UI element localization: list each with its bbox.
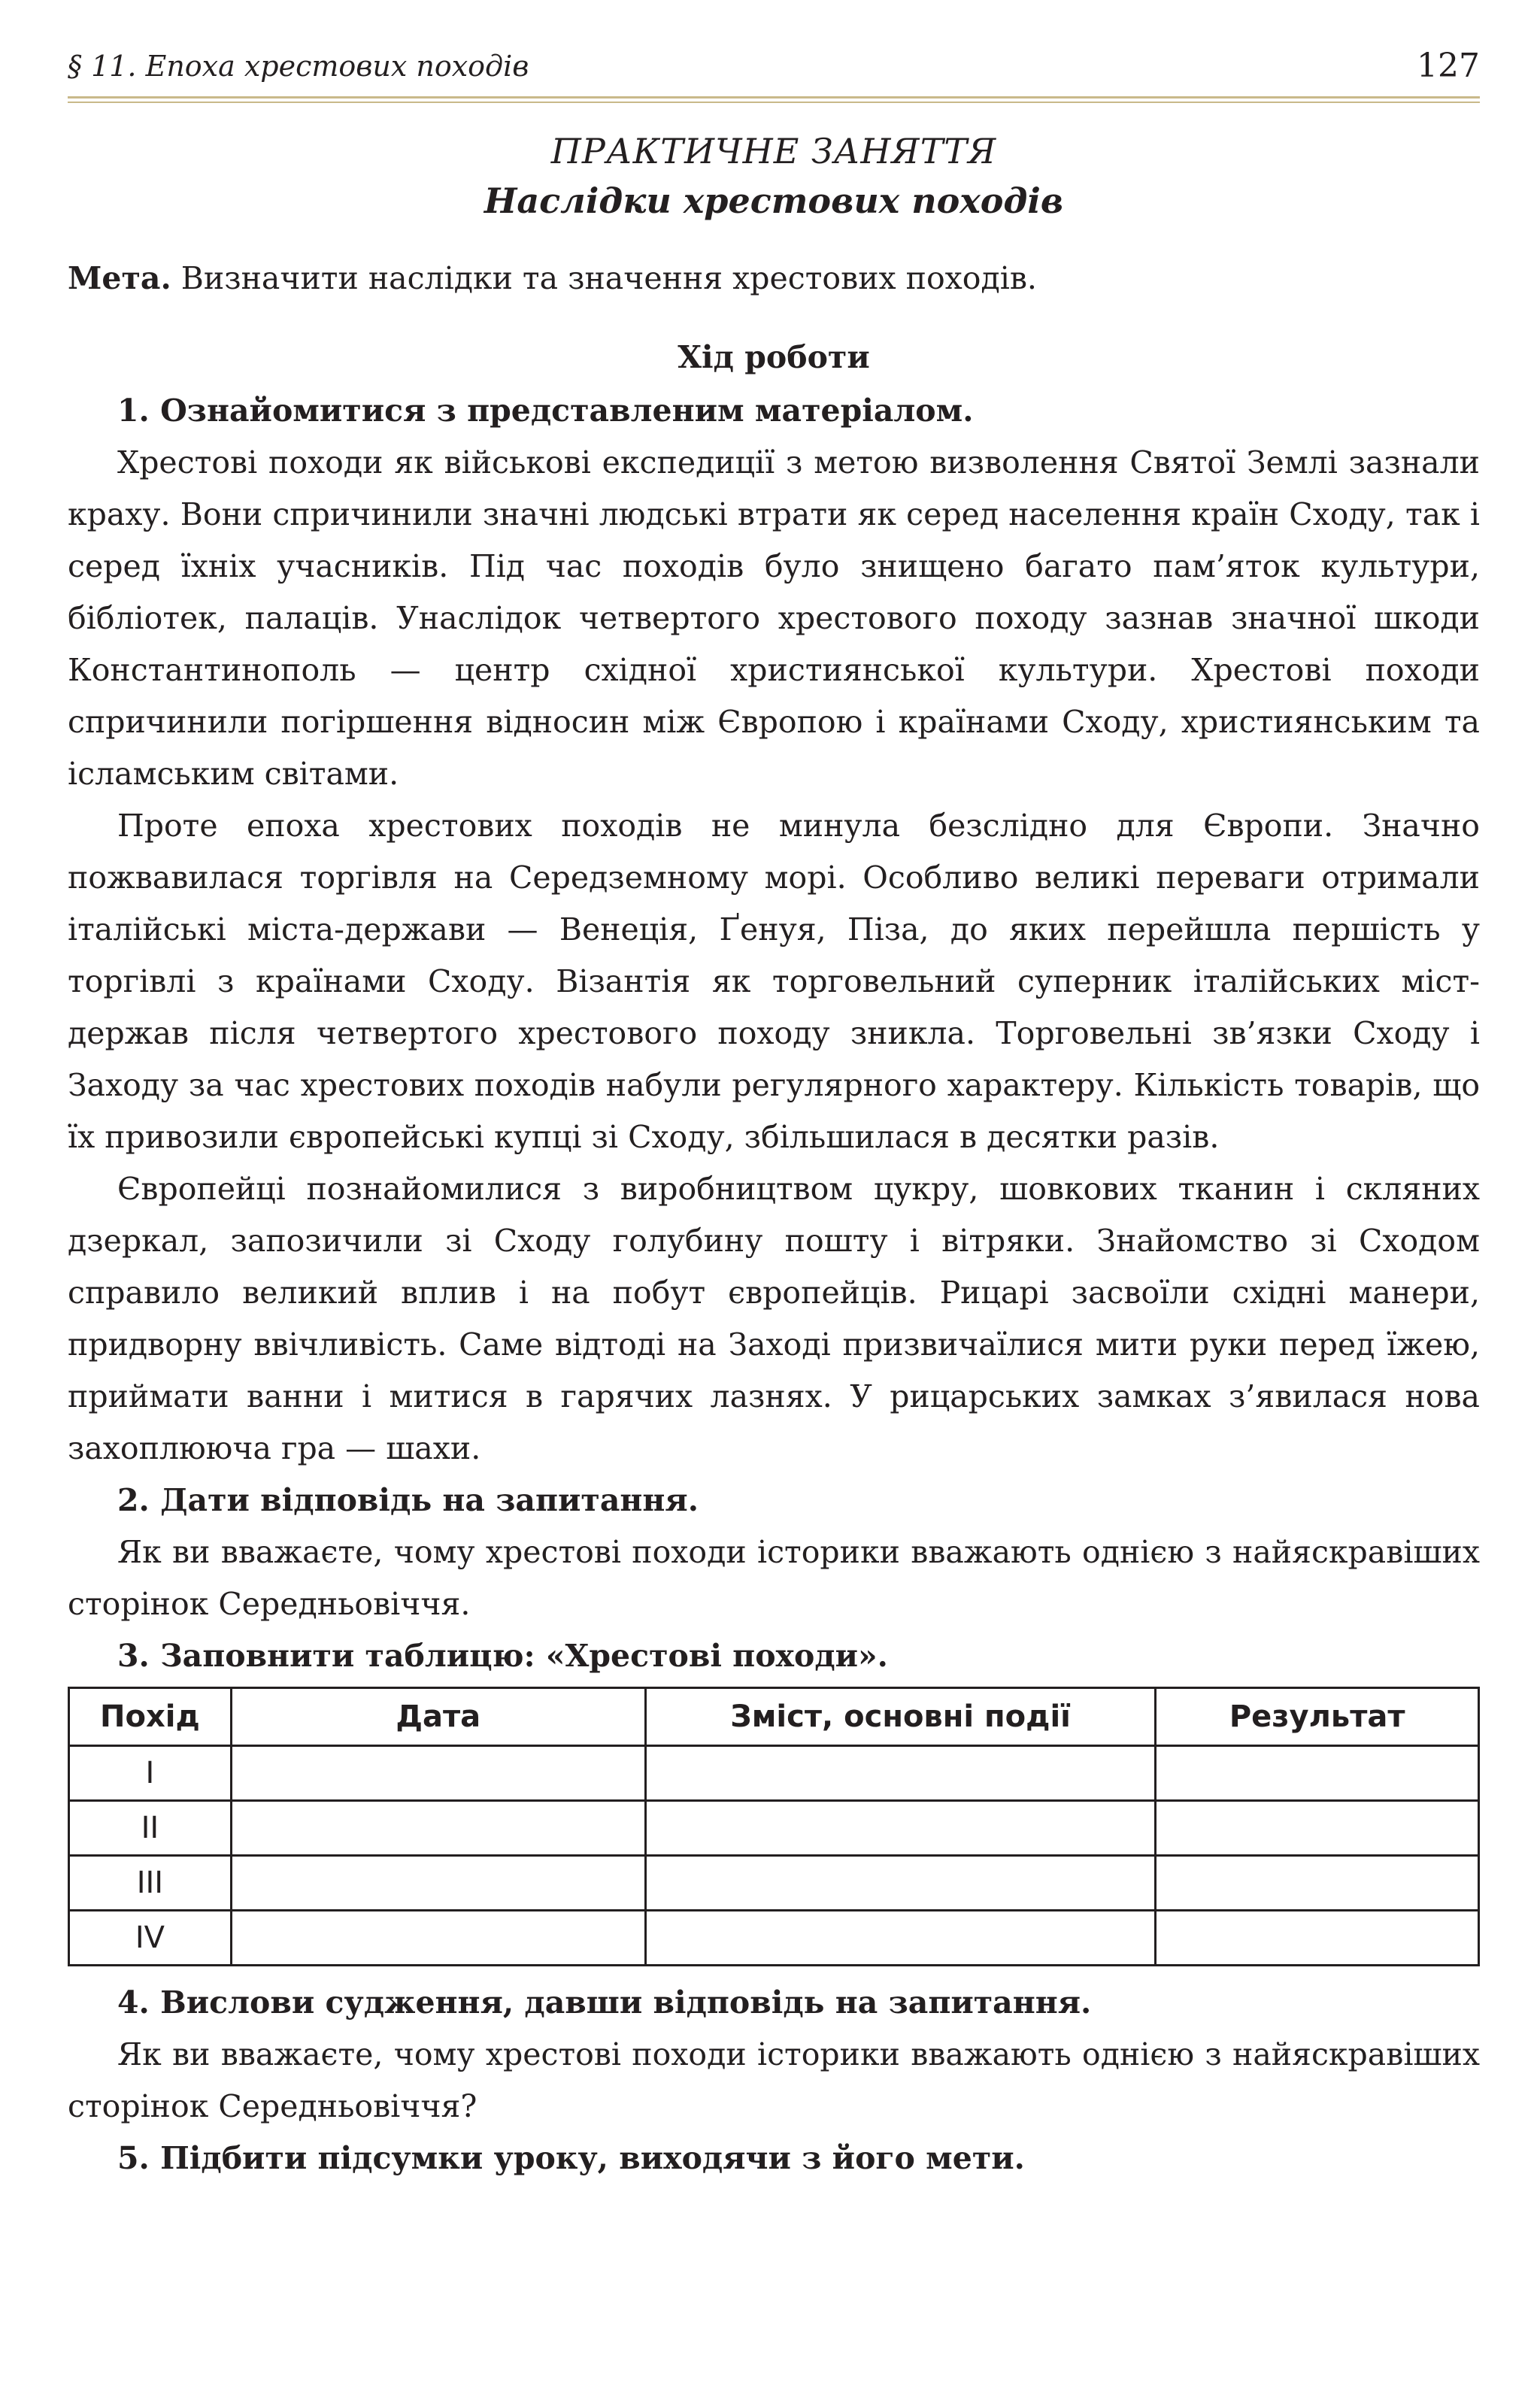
date-cell[interactable] <box>231 1911 645 1966</box>
result-cell[interactable] <box>1156 1911 1479 1966</box>
campaign-number: I <box>69 1746 232 1801</box>
running-header <box>68 47 1480 92</box>
events-cell[interactable] <box>645 1746 1156 1801</box>
column-header-campaign: Похід <box>69 1688 232 1746</box>
result-cell[interactable] <box>1156 1746 1479 1801</box>
task-1-paragraph: Хрестові походи як військові експедиції з метою визволення Святої Землі зазнали краху. Вони спричинили значні людські втрати як серед населення країн Сходу, так і серед їхніх учасників. Під час походів було знищено багато пам’яток культури, бібліотек, палаців. Унаслідок четвертого хрестового походу зазнав значної шкоди Константинополь — центр східної християнської культури. Хрестові походи спричинили погіршення відносин між Європою і країнами Сходу, християнським та ісламським світами. <box>68 444 1480 792</box>
header-divider <box>68 96 1480 105</box>
task-2-heading: 2. Дати відповідь на запитання. <box>117 1482 699 1518</box>
task-2-question: Як ви вважаєте, чому хрестові походи історики вважають однією з найяскравіших сторінок Середньовіччя. <box>68 1534 1480 1622</box>
date-cell[interactable] <box>231 1856 645 1911</box>
page-number: 127 <box>1417 47 1480 85</box>
column-header-events: Зміст, основні події <box>645 1688 1156 1746</box>
section-title: § 11. Епоха хрестових походів <box>68 50 529 83</box>
goal-statement <box>68 253 1480 305</box>
table-row <box>69 1801 1479 1856</box>
events-cell[interactable] <box>645 1856 1156 1911</box>
task-4-question: Як ви вважаєте, чому хрестові походи історики вважають однією з найяскравіших сторінок Середньовіччя? <box>68 2036 1480 2124</box>
events-cell[interactable] <box>645 1801 1156 1856</box>
campaign-number: II <box>69 1801 232 1856</box>
lesson-subtitle: Наслідки хрестових походів <box>484 180 1064 221</box>
goal-text: Визначити наслідки та значення хрестових походів. <box>171 260 1037 296</box>
procedure-title: Хід роботи <box>678 339 870 375</box>
task-1-paragraph: Європейці познайомилися з виробництвом цукру, шовкових тканин і скляних дзеркал, запозичили зі Сходу голубину пошту і вітряки. Знайомство зі Сходом справило великий вплив і на побут європейців. Рицарі засвоїли східні манери, придворну ввічливість. Саме відтоді на Заході призвичаїлися мити руки перед їжею, приймати ванни і митися в гарячих лазнях. У рицарських замках з’явилася нова захоплююча гра — шахи. <box>68 1171 1480 1466</box>
crusades-table <box>68 1687 1480 1966</box>
campaign-number: III <box>69 1856 232 1911</box>
table-row <box>69 1746 1479 1801</box>
task-4-heading: 4. Вислови судження, давши відповідь на запитання. <box>117 1984 1092 2021</box>
task-5-heading: 5. Підбити підсумки уроку, виходячи з його мети. <box>117 2140 1025 2176</box>
events-cell[interactable] <box>645 1911 1156 1966</box>
column-header-result: Результат <box>1156 1688 1479 1746</box>
lesson-title: ПРАКТИЧНЕ ЗАНЯТТЯ <box>550 131 997 171</box>
lesson-content <box>68 253 1480 2184</box>
task-1-paragraph: Проте епоха хрестових походів не минула безслідно для Європи. Значно пожвавилася торгівля на Середземному морі. Особливо великі переваги отримали італійські міста-держави — Венеція, Ґенуя, Піза, до яких перейшла першість у торгівлі з країнами Сходу. Візантія як торговельний суперник італійських міст-держав після четвертого хрестового походу зникла. Торговельні зв’язки Сходу і Заходу за час хрестових походів набули регулярного характеру. Кількість товарів, що їх привозили європейські купці зі Сходу, збільшилася в десятки разів. <box>68 808 1480 1155</box>
date-cell[interactable] <box>231 1746 645 1801</box>
result-cell[interactable] <box>1156 1801 1479 1856</box>
date-cell[interactable] <box>231 1801 645 1856</box>
table-row <box>69 1856 1479 1911</box>
lesson-title-block <box>68 128 1480 227</box>
result-cell[interactable] <box>1156 1856 1479 1911</box>
goal-label: Мета. <box>68 260 171 296</box>
campaign-number: IV <box>69 1911 232 1966</box>
table-header-row <box>69 1688 1479 1746</box>
table-row <box>69 1911 1479 1966</box>
column-header-date: Дата <box>231 1688 645 1746</box>
task-3-heading: 3. Заповнити таблицю: «Хрестові походи». <box>117 1638 888 1674</box>
task-1-heading: 1. Ознайомитися з представленим матеріалом. <box>117 393 974 429</box>
